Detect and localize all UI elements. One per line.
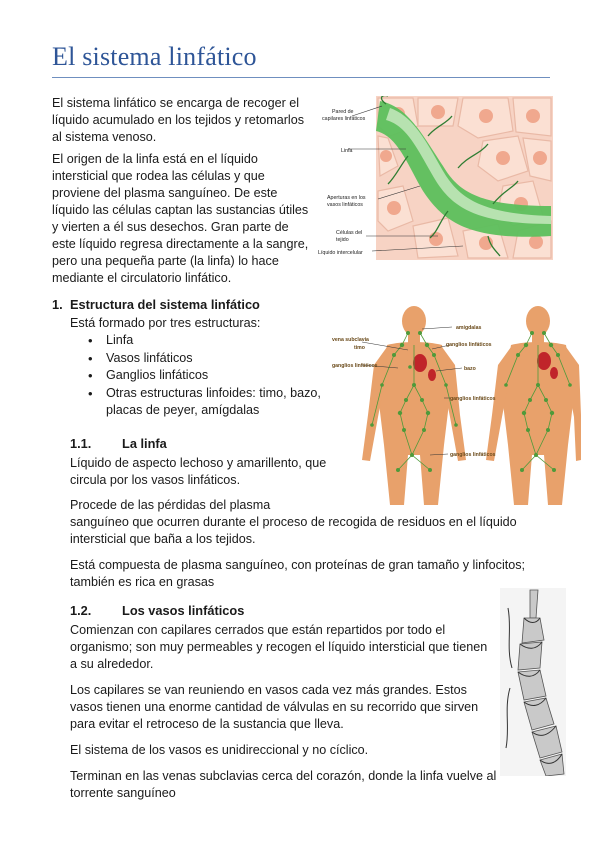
figure1-label-celulas: Células del (336, 230, 363, 236)
linfa-paragraph-3: Está compuesta de plasma sanguíneo, con proteínas de gran tamaño y linfocitos; también es rica en grasas (70, 558, 526, 589)
figure2-label-ganglios-4: ganglios linfáticos (450, 452, 496, 458)
vasos-paragraph-2: Los capilares se van reuniendo en vasos cada vez más grandes. Estos vasos tienen una enorme cantidad de válvulas en su recorrido que sirven para evitar el retroceso de la sustancia que lleva. (70, 683, 479, 731)
figure1-label-aperturas-2: vasos linfáticos (327, 202, 363, 208)
title-underline (52, 77, 550, 78)
figure2-label-timo: timo (354, 345, 365, 351)
structures-list (82, 332, 332, 420)
subsection-1-2-title: Los vasos linfáticos (122, 603, 245, 618)
section-1-number: 1. (52, 297, 63, 312)
figure2-label-amigdalas: amígdalas (456, 325, 482, 331)
figure1-label-aperturas: Aperturas en los (327, 195, 366, 201)
figure1-label-celulas-2: tejido (336, 237, 349, 243)
figure1-label-pared: Pared de (332, 109, 354, 115)
linfa-paragraph-2a: Procede de las pérdidas del plasma (70, 498, 271, 512)
section-1-heading (52, 297, 260, 312)
vasos-paragraph-1: Comienzan con capilares cerrados que están repartidos por todo el organismo; son muy permeables y recogen el líquido intersticial que tienen a su alrededor. (70, 623, 488, 671)
figure1-label-linfa: Linfa (341, 148, 353, 154)
intro-paragraph-1: El sistema linfático se encarga de recoger el líquido acumulado en los tejidos y retomarlos al sistema venoso. (52, 96, 305, 144)
section-1-intro: Está formado por tres estructuras: (70, 316, 261, 330)
vasos-paragraph-4: Terminan en las venas subclavias cerca del corazón, donde la linfa vuelve al torrente sanguíneo (70, 769, 497, 800)
subsection-1-2-heading (70, 603, 244, 618)
vasos-paragraph-3: El sistema de los vasos es unidireccional y no cíclico. (70, 743, 369, 757)
subsection-1-2-number: 1.2. (70, 603, 92, 618)
list-item: • Linfa (82, 332, 332, 350)
figure2-label-bazo: bazo (464, 366, 476, 372)
intro-paragraph-2: El origen de la linfa está en el líquido intersticial que rodea las células y que proviene del plasma sanguíneo. De este líquido las células captan las sustancias útiles y vierten a él sus desechos. Gran parte de este líquido regresa directamente a la sangre, pero una pequeña parte (la linfa) lo hace mediante el circulatorio linfático. (52, 152, 309, 285)
lymph-capillary-figure (318, 96, 553, 260)
lymph-vessel-valves-figure (500, 588, 566, 776)
lymphatic-body-figure (332, 305, 582, 508)
list-item: • Otras estructuras linfoides: timo, bazo, placas de peyer, amígdalas (82, 385, 332, 420)
linfa-paragraph-1: Líquido de aspecto lechoso y amarillento, que circula por los vasos linfáticos. (70, 456, 327, 487)
figure2-label-ganglios-1: ganglios linfáticos (446, 342, 492, 348)
figure1-label-liquido: Líquido intercelular (318, 250, 363, 256)
figure2-label-vena: vena subclavia (332, 337, 369, 343)
subsection-1-1-title: La linfa (122, 436, 167, 451)
list-item: • Ganglios linfáticos (82, 367, 332, 385)
page-title: El sistema linfático (52, 42, 257, 71)
section-1-title: Estructura del sistema linfático (70, 297, 260, 312)
list-item: • Vasos linfáticos (82, 350, 332, 368)
figure1-label-pared-2: capilares linfáticos (322, 116, 366, 122)
linfa-paragraph-2b: sanguíneo que ocurren durante el proceso de recogida de residuos en el líquido intersticial que baña a los tejidos. (70, 515, 517, 546)
figure2-label-ganglios-3: ganglios linfáticos (450, 396, 496, 402)
subsection-1-1-number: 1.1. (70, 436, 92, 451)
figure2-label-ganglios-2: ganglios linfáticos (332, 363, 378, 369)
subsection-1-1-heading (70, 436, 167, 451)
